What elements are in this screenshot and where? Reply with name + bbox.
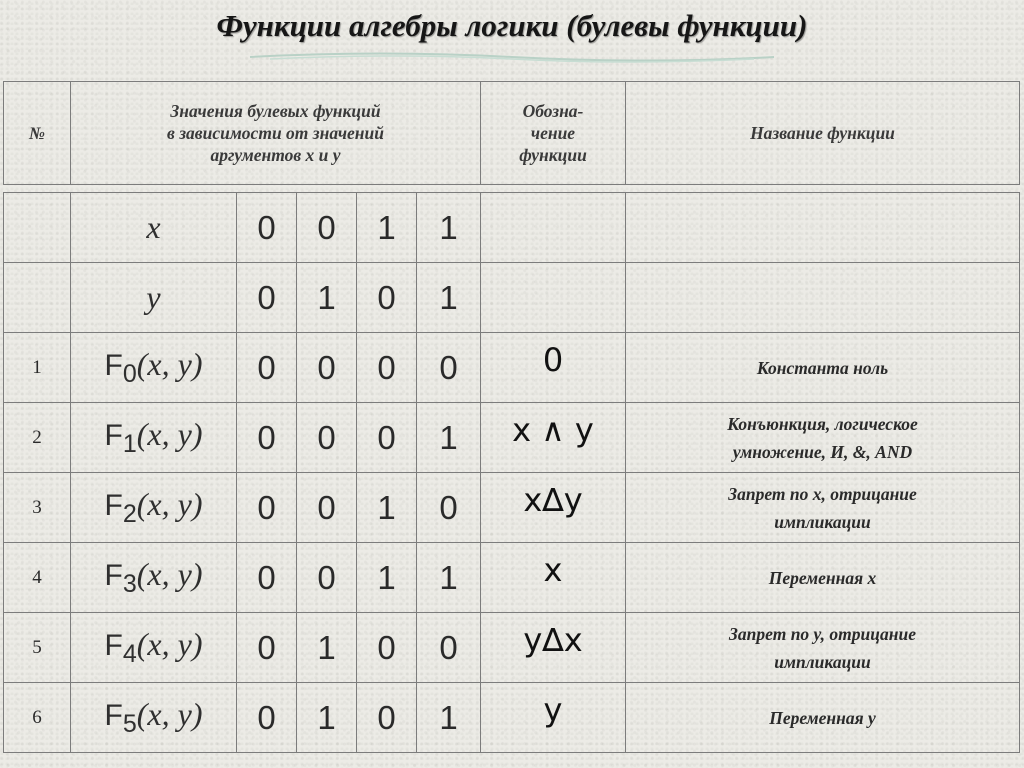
arg-num-cell (4, 193, 71, 263)
row-number: 3 (4, 473, 71, 543)
arg-value: 0 (237, 263, 297, 333)
function-symbol: F (104, 699, 123, 732)
function-cell (71, 473, 237, 543)
function-subscript: 4 (122, 640, 137, 668)
function-cell (71, 403, 237, 473)
function-notation: x∆y (481, 473, 626, 543)
function-symbol: F (104, 629, 123, 662)
table-row (4, 473, 1020, 543)
arg-num-cell (4, 263, 71, 333)
function-value: 0 (237, 543, 297, 613)
row-number: 5 (4, 613, 71, 683)
arg-name-cell (626, 193, 1020, 263)
function-name: Конъюнкция, логическое умножение, И, &, AND (626, 403, 1020, 473)
function-cell (71, 613, 237, 683)
function-value: 1 (357, 543, 417, 613)
function-symbol: F (104, 489, 123, 522)
function-args: (x, y) (136, 416, 203, 452)
arg-value: 0 (297, 193, 357, 263)
function-subscript: 0 (122, 360, 137, 388)
arg-label: x (146, 209, 161, 245)
function-name: Константа ноль (626, 333, 1020, 403)
function-value: 1 (357, 473, 417, 543)
row-number: 2 (4, 403, 71, 473)
arg-label-cell (71, 263, 237, 333)
arg-value: 0 (237, 193, 297, 263)
function-args: (x, y) (136, 346, 203, 382)
function-symbol: F (104, 559, 123, 592)
row-number: 1 (4, 333, 71, 403)
function-value: 1 (417, 403, 481, 473)
function-notation: y∆x (481, 613, 626, 683)
title-ornament (240, 50, 784, 64)
row-number: 6 (4, 683, 71, 753)
function-value: 0 (357, 683, 417, 753)
function-cell (71, 683, 237, 753)
function-subscript: 1 (122, 430, 137, 458)
function-value: 0 (297, 473, 357, 543)
function-notation: x ∧ y (481, 403, 626, 473)
function-value: 0 (237, 473, 297, 543)
header-notation-cell (481, 82, 626, 185)
function-name: Запрет по x, отрицание импликации (626, 473, 1020, 543)
arg-label-cell (71, 193, 237, 263)
header-values-cell (71, 82, 481, 185)
function-subscript: 3 (122, 570, 137, 598)
function-args: (x, y) (136, 556, 203, 592)
function-subscript: 2 (122, 500, 137, 528)
function-symbol: F (104, 419, 123, 452)
function-value: 0 (237, 403, 297, 473)
function-value: 1 (417, 543, 481, 613)
arg-notation-cell (481, 193, 626, 263)
table-row (4, 613, 1020, 683)
function-args: (x, y) (136, 486, 203, 522)
function-name: Запрет по y, отрицание импликации (626, 613, 1020, 683)
header-num-cell (4, 82, 71, 185)
function-subscript: 5 (122, 710, 137, 738)
function-value: 1 (297, 683, 357, 753)
table-row (4, 403, 1020, 473)
arg-value: 1 (417, 263, 481, 333)
function-args: (x, y) (136, 626, 203, 662)
function-symbol: F (104, 349, 123, 382)
page-title: Функции алгебры логики (булевы функции) (216, 8, 808, 43)
function-value: 1 (297, 613, 357, 683)
function-notation: 0 (481, 333, 626, 403)
function-value: 0 (237, 613, 297, 683)
function-value: 0 (357, 403, 417, 473)
function-value: 0 (297, 333, 357, 403)
function-cell (71, 333, 237, 403)
function-value: 0 (357, 333, 417, 403)
table-row (4, 333, 1020, 403)
header-values: Значения булевых функций в зависимости от значений аргументов x и y (167, 101, 384, 165)
arg-label: y (146, 279, 161, 315)
function-value: 0 (417, 333, 481, 403)
function-value: 1 (417, 683, 481, 753)
function-notation: x (481, 543, 626, 613)
arg-value: 1 (297, 263, 357, 333)
header-notation: Обозна- чение функции (519, 101, 587, 165)
arg-notation-cell (481, 263, 626, 333)
arg-value: 1 (357, 193, 417, 263)
arg-name-cell (626, 263, 1020, 333)
function-value: 0 (297, 403, 357, 473)
header-table (3, 81, 1020, 185)
arg-row-y (4, 263, 1020, 333)
arg-value: 0 (357, 263, 417, 333)
function-value: 0 (417, 473, 481, 543)
function-value: 0 (417, 613, 481, 683)
function-args: (x, y) (136, 696, 203, 732)
function-value: 0 (237, 683, 297, 753)
truth-table (3, 192, 1020, 753)
function-value: 0 (237, 333, 297, 403)
header-name: Название функции (750, 123, 895, 143)
function-value: 0 (357, 613, 417, 683)
arg-value: 1 (417, 193, 481, 263)
header-num: № (28, 123, 45, 143)
table-row (4, 683, 1020, 753)
table-row (4, 543, 1020, 613)
row-number: 4 (4, 543, 71, 613)
function-value: 0 (297, 543, 357, 613)
function-name: Переменная y (626, 683, 1020, 753)
function-notation: y (481, 683, 626, 753)
function-cell (71, 543, 237, 613)
header-name-cell (626, 82, 1020, 185)
arg-row-x (4, 193, 1020, 263)
function-name: Переменная x (626, 543, 1020, 613)
